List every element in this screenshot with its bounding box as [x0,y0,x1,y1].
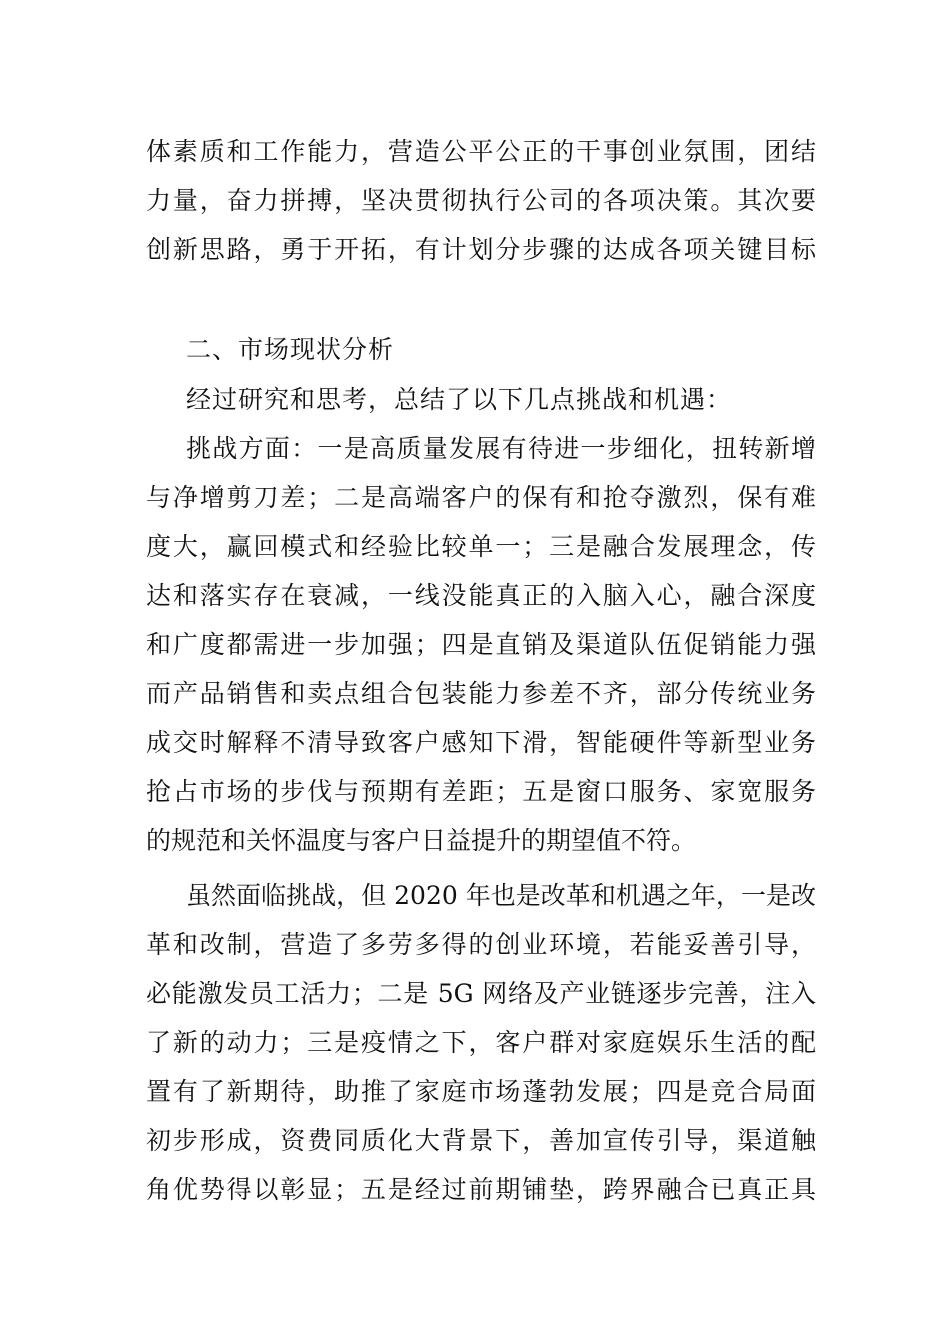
body-text-line: 与净增剪刀差；二是高端客户的保有和抢夺激烈，保有难 [146,483,816,512]
body-text-line: 角优势得以彰显；五是经过前期铺垫，跨界融合已真正具 [146,1175,816,1204]
section-heading: 二、市场现状分析 [186,335,395,364]
body-text-line: 度大，赢回模式和经验比较单一；三是融合发展理念，传 [146,532,816,561]
body-text-line: 体素质和工作能力，营造公平公正的干事创业氛围，团结 [146,137,816,166]
body-text-line: 的规范和关怀温度与客户日益提升的期望值不符。 [146,826,697,855]
body-text-line: 创新思路，勇于开拓，有计划分步骤的达成各项关键目标 [146,235,816,264]
body-text-line: 挑战方面：一是高质量发展有待进一步细化，扭转新增 [186,434,816,463]
body-text-line: 抢占市场的步伐与预期有差距；五是窗口服务、家宽服务 [146,777,816,806]
body-text-line: 必能激发员工活力；二是 5G 网络及产业链逐步完善，注入 [146,979,816,1008]
body-text-line: 达和落实存在衰减，一线没能真正的入脑入心，融合深度 [146,581,816,610]
body-text-line: 虽然面临挑战，但 2020 年也是改革和机遇之年，一是改 [186,881,816,910]
body-text-line: 了新的动力；三是疫情之下，客户群对家庭娱乐生活的配 [146,1028,816,1057]
body-text-line: 和广度都需进一步加强；四是直销及渠道队伍促销能力强 [146,630,816,659]
body-text-line: 成交时解释不清导致客户感知下滑，智能硬件等新型业务 [146,728,816,757]
body-text-line: 而产品销售和卖点组合包装能力参差不齐，部分传统业务 [146,679,816,708]
body-text-line: 初步形成，资费同质化大背景下，善加宣传引导，渠道触 [146,1126,816,1155]
intro-text: 经过研究和思考，总结了以下几点挑战和机遇： [186,385,733,414]
body-text-line: 革和改制，营造了多劳多得的创业环境，若能妥善引导， [146,930,816,959]
body-text-line: 力量，奋力拼搏，坚决贯彻执行公司的各项决策。其次要 [146,186,816,215]
body-text-line: 置有了新期待，助推了家庭市场蓬勃发展；四是竞合局面 [146,1077,816,1106]
